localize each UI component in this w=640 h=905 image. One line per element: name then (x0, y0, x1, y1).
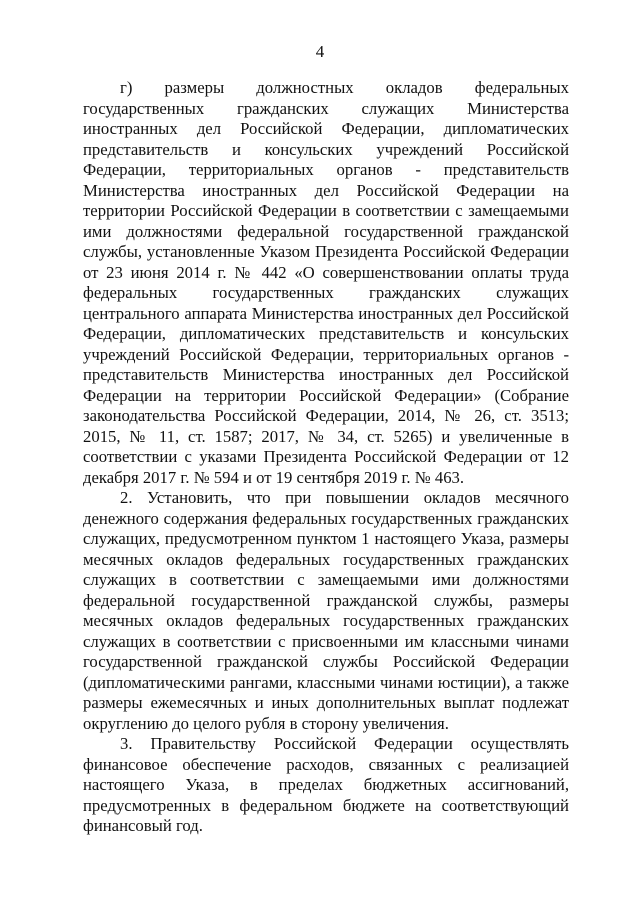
page-number: 4 (315, 42, 325, 61)
paragraph-item-g-salaries: г) размеры должностных окладов федеральных государственных гражданских служащих Министерства иностранных дел Российской Федерации, дипломатических представительств и консульских учреждений Российской Федерации, территориальных органов - представительств Министерства иностранных дел Российской Федерации на территории Российской Федерации в соответствии с замещаемыми ими должностями федеральной государственной гражданской службы, установленные Указом Президента Российской Федерации от 23 июня 2014 г. № 442 «О совершенствовании оплаты труда федеральных государственных гражданских служащих центрального аппарата Министерства иностранных дел Российской Федерации, дипломатических представительств и консульских учреждений Российской Федерации, территориальных органов - представительств Министерства иностранных дел Российской Федерации на территории Российской Федерации» (Собрание законодательства Российской Федерации, 2014, № 26, ст. 3513; 2015, № 11, ст. 1587; 2017, № 34, ст. 5265) и увеличенные в соответствии с указами Президента Российской Федерации от 12 декабря 2017 г. № 594 и от 19 сентября 2019 г. № 463. (83, 78, 569, 487)
paragraph-clause-3: 3. Правительству Российской Федерации осуществлять финансовое обеспечение расходов, связанных с реализацией настоящего Указа, в пределах бюджетных ассигнований, предусмотренных в федеральном бюджете на соответствующий финансовый год. (83, 734, 569, 835)
paragraph-clause-2: 2. Установить, что при повышении окладов месячного денежного содержания федеральных государственных гражданских служащих, предусмотренном пунктом 1 настоящего Указа, размеры месячных окладов федеральных государственных гражданских служащих в соответствии с замещаемыми ими должностями федеральной государственной гражданской службы, размеры месячных окладов федеральных государственных гражданских служащих в соответствии с присвоенными им классными чинами государственной гражданской службы Российской Федерации (дипломатическими рангами, классными чинами юстиции), а также размеры ежемесячных и иных дополнительных выплат подлежат округлению до целого рубля в сторону увеличения. (83, 488, 569, 733)
document-body (83, 78, 569, 837)
